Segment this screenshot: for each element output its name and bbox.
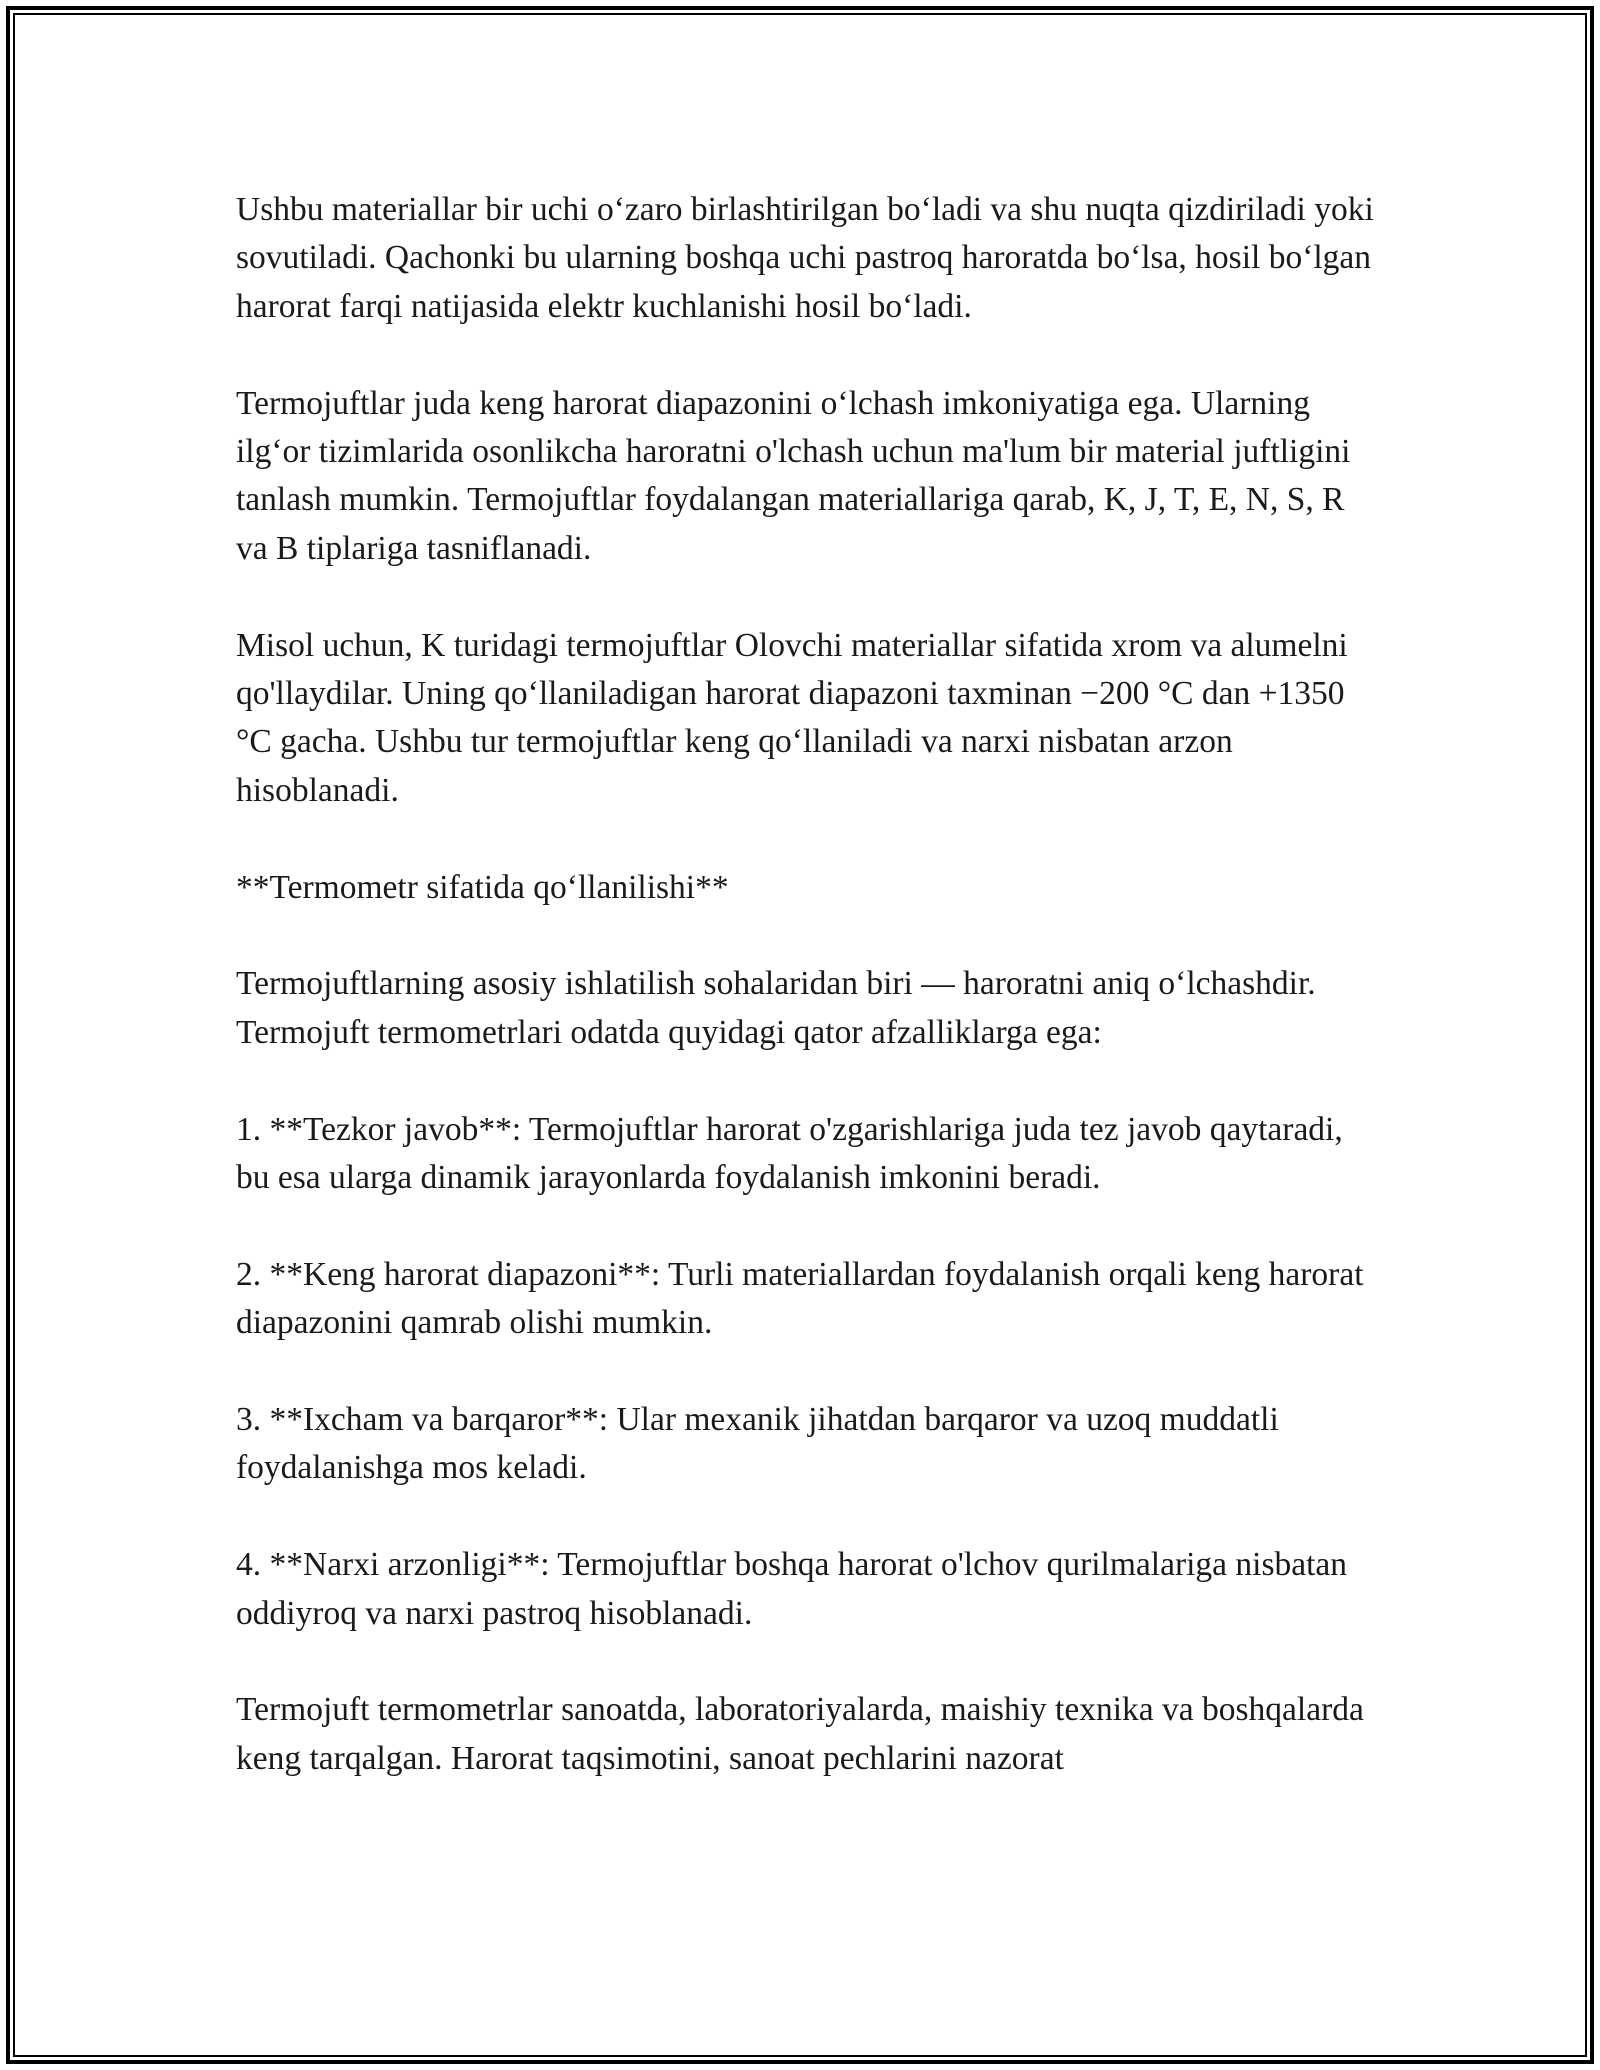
- section-heading-thermometer-use: **Termometr sifatida qo‘llanilishi**: [236, 868, 729, 906]
- list-item-low-cost: 4. **Narxi arzonligi**: Termojuftlar boshqa harorat o'lchov qurilmalariga nisbatan oddiyroq va narxi pastroq hisoblanadi.: [236, 1546, 1348, 1632]
- list-item-wide-range: 2. **Keng harorat diapazoni**: Turli materiallardan foydalanish orqali keng harorat diapazonini qamrab olishi mumkin.: [236, 1255, 1364, 1342]
- paragraph-main-use: Termojuftlarning asosiy ishlatilish sohalaridan biri — haroratni aniq o‘lchashdir. Termojuft termometrlari odatda quyidagi qator afzalliklarga ega:: [236, 965, 1316, 1051]
- paragraph-temperature-range: Termojuftlar juda keng harorat diapazonini o‘lchash imkoniyatiga ega. Ularning ilg‘or tizimlarida osonlikcha haroratni o'lchash uchun ma'lum bir material juftligini tanlash mumkin. Termojuftlar foydalangan materiallariga qarab, K, J, T, E, N, S, R va B tiplariga tasniflanadi.: [236, 384, 1351, 567]
- paragraph-applications: Termojuft termometrlar sanoatda, laboratoriyalarda, maishiy texnika va boshqalarda keng tarqalgan. Harorat taqsimotini, sanoat pechlarini nazorat: [236, 1691, 1364, 1777]
- paragraph-type-k-example: Misol uchun, K turidagi termojuftlar Olovchi materiallar sifatida xrom va alumelni qo'llaydilar. Uning qo‘llaniladigan harorat diapazoni taxminan −200 °C dan +1350 °C gacha. Ushbu tur termojuftlar keng qo‘llaniladi va narxi nisbatan arzon hisoblanadi.: [236, 626, 1348, 809]
- paragraph-thermocouple-junction: Ushbu materiallar bir uchi o‘zaro birlashtirilgan bo‘ladi va shu nuqta qizdiriladi yoki sovutiladi. Qachonki bu ularning boshqa uchi pastroq haroratda bo‘lsa, hosil bo‘lgan harorat farqi natijasida elektr kuchlanishi hosil bo‘ladi.: [236, 191, 1374, 325]
- document-body: [236, 186, 1376, 1783]
- list-item-compact-stable: 3. **Ixcham va barqaror**: Ular mexanik jihatdan barqaror va uzoq muddatli foydalanishga mos keladi.: [236, 1401, 1279, 1487]
- list-item-fast-response: 1. **Tezkor javob**: Termojuftlar harorat o'zgarishlariga juda tez javob qaytaradi, bu esa ularga dinamik jarayonlarda foydalanish imkonini beradi.: [236, 1110, 1343, 1197]
